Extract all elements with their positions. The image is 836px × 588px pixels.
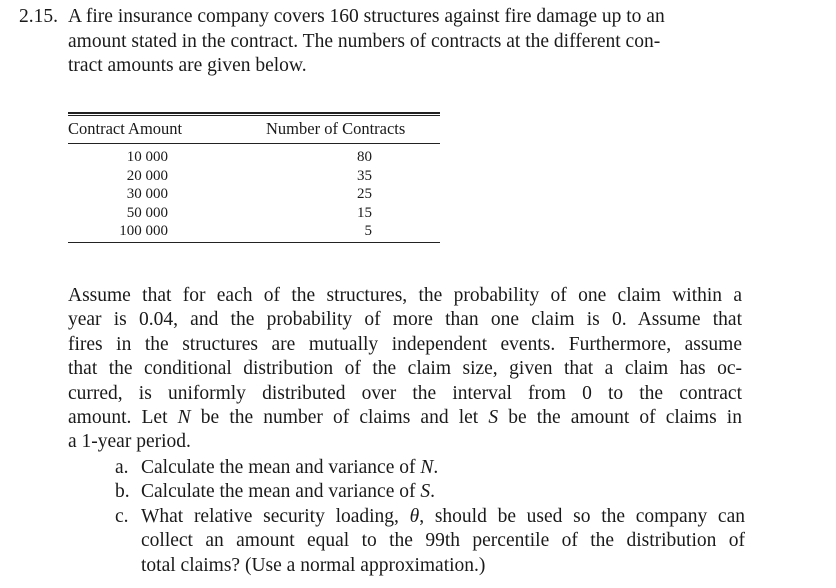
part-line: total claims? (Use a normal approximation.) [141,554,486,576]
contract-amount-column [68,148,168,241]
table-cell-amount: 50 000 [126,204,168,221]
part-line: Calculate the mean and variance of S. [141,481,435,503]
body-line: Assume that for each of the structures, the probability of one claim within a [68,285,742,306]
part-c [115,505,745,578]
body-line: amount. Let N be the number of claims and let S be the amount of claims in [68,407,742,429]
part-label: a. [115,457,129,478]
body-line: year is 0.04, and the probability of more than one claim is 0. Assume that [68,309,742,331]
body-line: fires in the structures are mutually independent events. Furthermore, assume [68,333,742,355]
problem-intro [68,5,754,79]
column-header-contract-amount: Contract Amount [68,119,183,138]
table-cell-count: 15 [357,204,372,221]
part-line: What relative security loading, θ, should be used so the company can [141,505,745,527]
problem-number: 2.15. [19,6,58,27]
table-top-rule-thin [68,115,440,116]
body-line: curred, is uniformly distributed over the interval from 0 to the contract [68,382,742,404]
table-cell-amount: 10 000 [126,149,168,165]
problem-body [68,284,742,455]
table-top-rule [68,112,440,114]
body-line: a 1-year period. [68,431,191,453]
table-bottom-rule [68,242,440,243]
body-line: that the conditional distribution of the claim size, given that a claim has oc- [68,358,742,380]
table-cell-count: 35 [357,167,372,184]
part-label: b. [115,481,130,503]
intro-line: tract amounts are given below. [68,55,307,76]
table-cell-amount: 20 000 [126,167,168,184]
problem-parts [115,456,745,578]
table-cell-amount: 30 000 [126,186,168,202]
intro-line: amount stated in the contract. The numbers of contracts at the different con- [68,30,661,52]
part-line: Calculate the mean and variance of N. [141,457,439,478]
part-a [115,456,745,480]
part-label: c. [115,505,129,527]
number-of-contracts-column [328,148,372,241]
intro-line: A fire insurance company covers 160 structures against fire damage up to an [68,6,665,27]
part-line: collect an amount equal to the 99th percentile of the distribution of [141,530,745,552]
column-header-number-of-contracts: Number of Contracts [266,119,406,138]
table-header-rule [68,143,440,144]
table-cell-count: 5 [364,223,372,239]
part-b [115,480,745,504]
table-cell-count: 80 [357,149,372,165]
table-cell-count: 25 [357,186,372,202]
table-cell-amount: 100 000 [119,223,168,239]
